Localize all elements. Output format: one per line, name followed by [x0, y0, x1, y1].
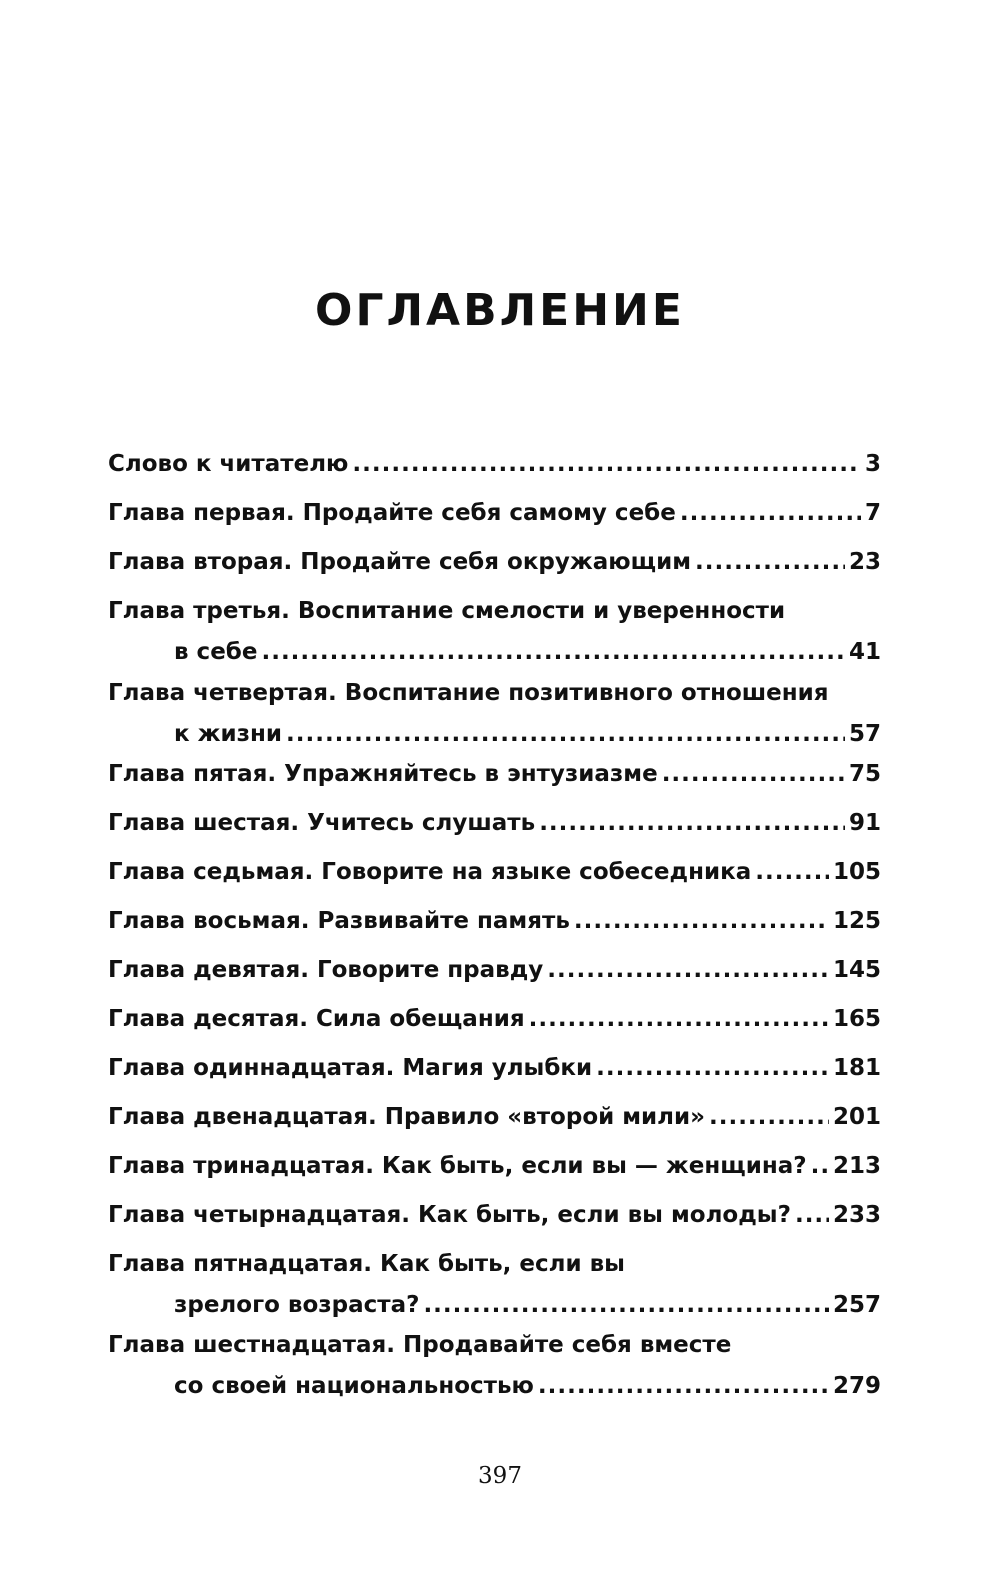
dot-leader — [695, 546, 845, 579]
dot-leader — [286, 718, 845, 751]
toc-entry-title: Глава одиннадцатая. Магия улыбки — [108, 1055, 593, 1081]
toc-entry-title: Глава девятая. Говорите правду — [108, 957, 544, 983]
toc-entry — [108, 677, 881, 751]
toc-entry-page: 3 — [864, 451, 881, 477]
toc-entry — [108, 905, 881, 938]
toc-entry-title: Глава шестая. Учитесь слушать — [108, 810, 536, 836]
toc-entry — [108, 758, 881, 791]
toc-entry-page: 279 — [832, 1373, 881, 1399]
toc-entry-page: 41 — [848, 639, 881, 665]
toc-entry — [108, 1150, 881, 1183]
toc-entry — [108, 807, 881, 840]
toc-entry-page: 105 — [832, 859, 881, 885]
dot-leader — [423, 1289, 829, 1322]
dot-leader — [680, 497, 861, 530]
toc-entry-title: Глава тринадцатая. Как быть, если вы — женщина? — [108, 1153, 807, 1179]
dot-leader — [261, 636, 845, 669]
dot-leader — [755, 856, 829, 889]
dot-leader — [662, 758, 845, 791]
dot-leader — [795, 1199, 829, 1232]
toc-entry-page: 233 — [832, 1202, 881, 1228]
toc-entry-title: Слово к читателю — [108, 451, 349, 477]
toc-entry-title: Глава вторая. Продайте себя окружающим — [108, 549, 691, 575]
dot-leader — [547, 954, 829, 987]
toc-entry — [108, 856, 881, 889]
toc-entry — [108, 497, 881, 530]
toc-entry-title-continuation: зрелого возраста? — [174, 1292, 420, 1318]
dot-leader — [352, 448, 861, 481]
toc-entry — [108, 954, 881, 987]
page-title: ОГЛАВЛЕНИЕ — [315, 285, 685, 336]
toc-entry-page: 23 — [848, 549, 881, 575]
toc-entry — [108, 1101, 881, 1134]
toc-entry — [108, 1248, 881, 1322]
dot-leader — [539, 807, 845, 840]
toc-entry — [108, 1003, 881, 1036]
dot-leader — [538, 1370, 829, 1403]
toc-entry — [108, 1052, 881, 1085]
dot-leader — [709, 1101, 829, 1134]
toc-entry-title-continuation: в себе — [174, 639, 258, 665]
dot-leader — [529, 1003, 829, 1036]
toc-entry-title: Глава четвертая. Воспитание позитивного отношения — [108, 680, 829, 706]
toc-entry — [108, 1329, 881, 1403]
toc-entry — [108, 546, 881, 579]
dot-leader — [811, 1150, 829, 1183]
toc-entry-page: 57 — [848, 721, 881, 747]
toc-entry-page: 75 — [848, 761, 881, 787]
toc-entry-title: Глава пятая. Упражняйтесь в энтузиазме — [108, 761, 658, 787]
toc-entry-page: 125 — [832, 908, 881, 934]
toc-entry-title: Глава пятнадцатая. Как быть, если вы — [108, 1251, 625, 1277]
toc-entry-title-continuation: к жизни — [174, 721, 282, 747]
toc-entry-title: Глава четырнадцатая. Как быть, если вы молоды? — [108, 1202, 791, 1228]
toc-entry-page: 181 — [832, 1055, 881, 1081]
toc-entry-title: Глава десятая. Сила обещания — [108, 1006, 525, 1032]
toc-entry-page: 145 — [832, 957, 881, 983]
toc-entry — [108, 1199, 881, 1232]
page-number: 397 — [478, 1463, 522, 1489]
toc-entry-page: 91 — [848, 810, 881, 836]
toc-entry-title: Глава третья. Воспитание смелости и уверенности — [108, 598, 786, 624]
dot-leader — [596, 1052, 829, 1085]
toc-entry-page: 201 — [832, 1104, 881, 1130]
toc-entry-title: Глава восьмая. Развивайте память — [108, 908, 570, 934]
toc-entry-page: 257 — [832, 1292, 881, 1318]
toc-entry — [108, 595, 881, 669]
toc-entry-page: 165 — [832, 1006, 881, 1032]
toc-entry-title: Глава шестнадцатая. Продавайте себя вместе — [108, 1332, 732, 1358]
toc-entry-title: Глава седьмая. Говорите на языке собеседника — [108, 859, 752, 885]
dot-leader — [574, 905, 829, 938]
toc-entry-page: 7 — [864, 500, 881, 526]
toc-entry-title: Глава первая. Продайте себя самому себе — [108, 500, 676, 526]
toc-entry — [108, 448, 881, 481]
toc-entry-page: 213 — [832, 1153, 881, 1179]
toc-entry-title-continuation: со своей национальностью — [174, 1373, 534, 1399]
toc-entry-title: Глава двенадцатая. Правило «второй мили» — [108, 1104, 705, 1130]
